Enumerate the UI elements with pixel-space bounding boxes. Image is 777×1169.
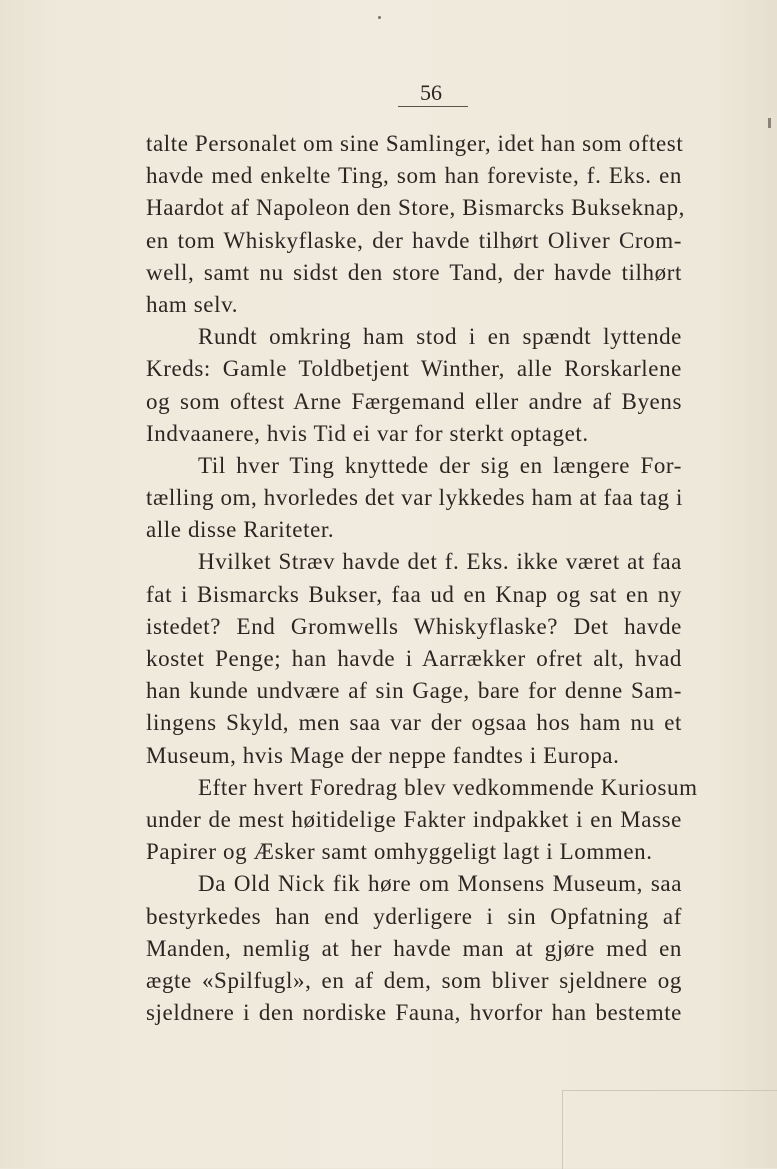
text-line: lingens Skyld, men saa var der ogsaa hos ham nu et: [146, 710, 682, 736]
text-line: ham selv.: [146, 291, 239, 317]
library-label-outline: [562, 1090, 777, 1169]
page-number-rule: [398, 106, 468, 107]
text-line: sjeldnere i den nordiske Fauna, hvorfor han bestemte: [146, 1000, 682, 1026]
text-line: well, samt nu sidst den store Tand, der havde tilhørt: [146, 259, 682, 285]
text-line: og som oftest Arne Færgemand eller andre af Byens: [146, 388, 682, 414]
text-line: Manden, nemlig at her havde man at gjøre med en: [146, 935, 682, 961]
text-line: Papirer og Æsker samt omhyggeligt lagt i Lommen.: [146, 839, 653, 865]
text-line: Til hver Ting knyttede der sig en længere For-: [198, 452, 682, 478]
paragraph: [146, 321, 682, 450]
body-text: [146, 128, 698, 1029]
text-line: talte Personalet om sine Samlinger, idet han som oftest: [146, 131, 684, 156]
text-line: kostet Penge; han havde i Aarrækker ofret alt, hvad: [146, 646, 682, 671]
text-line: Kreds: Gamle Toldbetjent Winther, alle Rorskarlene: [146, 356, 682, 382]
text-line: Da Old Nick fik høre om Monsens Museum, saa: [198, 871, 682, 897]
text-line: bestyrkedes han end yderligere i sin Opfatning af: [146, 903, 682, 929]
page-edge-mark: [768, 118, 771, 128]
text-line: en tom Whiskyflaske, der havde tilhørt Oliver Crom-: [146, 227, 682, 253]
paragraph: [146, 128, 686, 321]
text-line: havde med enkelte Ting, som han foreviste, f. Eks. en: [146, 163, 682, 189]
text-line: Rundt omkring ham stod i en spændt lyttende: [198, 324, 682, 350]
text-line: under de mest høitidelige Fakter indpakket i en Masse: [146, 806, 682, 832]
page-number: 56: [420, 80, 442, 105]
text-line: Museum, hvis Mage der neppe fandtes i Europa.: [146, 742, 620, 768]
text-line: tælling om, hvorledes det var lykkedes ham at faa tag i: [146, 485, 683, 511]
text-line: Haardot af Napoleon den Store, Bismarcks Bukseknap,: [146, 195, 686, 221]
text-line: Hvilket Stræv havde det f. Eks. ikke været at faa: [198, 549, 682, 575]
paragraph: [146, 868, 682, 1029]
text-line: Efter hvert Foredrag blev vedkommende Kuriosum: [198, 774, 698, 800]
paragraph: [146, 450, 682, 547]
paragraph: [146, 772, 698, 869]
text-line: alle disse Rariteter.: [146, 517, 335, 543]
speck-mark: [378, 16, 381, 19]
text-line: ægte «Spilfugl», en af dem, som bliver sjeldnere og: [146, 967, 682, 993]
paragraph: [146, 546, 682, 771]
text-line: Indvaanere, hvis Tid ei var for sterkt optaget.: [146, 420, 589, 446]
text-line: istedet? End Gromwells Whiskyflaske? Det havde: [146, 613, 682, 639]
text-line: han kunde undvære af sin Gage, bare for denne Sam-: [146, 678, 682, 704]
text-line: fat i Bismarcks Bukser, faa ud en Knap og sat en ny: [146, 581, 682, 607]
